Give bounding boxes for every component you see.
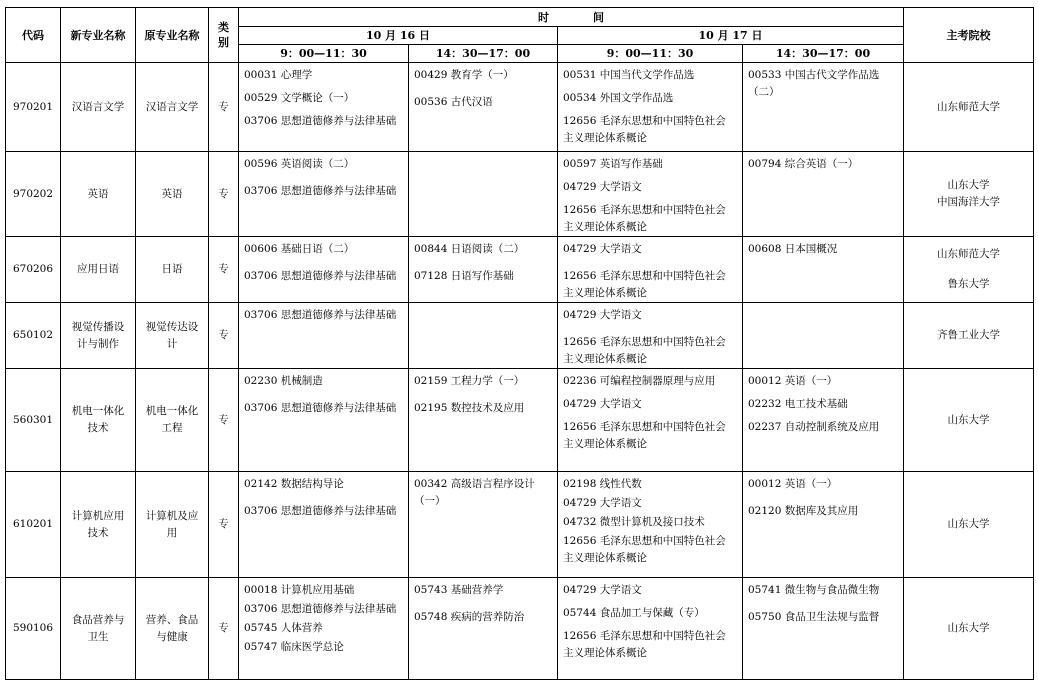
row-code: 670206	[6, 237, 61, 303]
course-entry: 12656 毛泽东思想和中国特色社会主义理论体系概论	[563, 270, 726, 299]
course-entry: 04729 大学语文	[563, 243, 642, 255]
header-new-major: 新专业名称	[61, 8, 136, 63]
row-old-major: 英语	[136, 152, 209, 237]
course-entry: 05747 临床医学总论	[244, 641, 344, 653]
row-new-major: 机电一体化技术	[61, 369, 136, 472]
row-category: 专	[209, 578, 239, 680]
row-old-major: 计算机及应用	[136, 472, 209, 578]
header-slot-oct17-pm: 14：30—17：00	[743, 45, 904, 63]
course-entry: 05748 疾病的营养防治	[414, 611, 525, 623]
course-entry: 00012 英语（一）	[748, 478, 838, 490]
school-name: 山东师范大学	[937, 100, 1000, 113]
school-name: 中国海洋大学	[937, 196, 1000, 208]
header-slot-oct16-am: 9：00—11：30	[239, 45, 409, 63]
row-old-major: 日语	[136, 237, 209, 303]
header-date-oct17: 10 月 17 日	[558, 27, 904, 45]
course-cell-d16-pm	[409, 237, 558, 303]
school-name: 山东大学	[947, 179, 990, 191]
course-entry: 07128 日语写作基础	[414, 270, 514, 282]
course-entry: 03706 思想道德修养与法律基础	[244, 505, 397, 517]
course-entry: 02120 数据库及其应用	[748, 505, 859, 517]
row-code: 590106	[6, 578, 61, 680]
schedule-body	[6, 63, 1034, 680]
course-entry: 00596 英语阅读（二）	[244, 158, 355, 170]
course-cell-d16-am	[239, 152, 409, 237]
course-entry: 12656 毛泽东思想和中国特色社会主义理论体系概论	[563, 336, 726, 365]
row-old-major: 汉语言文学	[136, 63, 209, 152]
course-entry: 02232 电工技术基础	[748, 398, 848, 410]
course-cell-d16-pm	[409, 152, 558, 237]
course-cell-d17-pm	[743, 63, 904, 152]
course-cell-d17-pm	[743, 303, 904, 369]
course-entry: 03706 思想道德修养与法律基础	[244, 402, 397, 414]
course-entry: 02195 数控技术及应用	[414, 402, 525, 414]
course-cell-d17-pm	[743, 472, 904, 578]
course-entry: 04729 大学语文	[563, 497, 642, 509]
school-name: 鲁东大学	[947, 278, 990, 290]
course-entry: 02198 线性代数	[563, 478, 642, 490]
course-entry: 03706 思想道德修养与法律基础	[244, 603, 397, 615]
course-entry: 04729 大学语文	[563, 181, 642, 193]
table-row	[6, 578, 1034, 680]
course-cell-d17-am	[558, 369, 743, 472]
course-cell-d16-am	[239, 237, 409, 303]
course-entry: 03706 思想道德修养与法律基础	[244, 270, 397, 282]
table-row	[6, 303, 1034, 369]
header-school: 主考院校	[904, 8, 1034, 63]
course-cell-d17-am	[558, 237, 743, 303]
course-cell-d17-pm	[743, 237, 904, 303]
school-name: 山东师范大学	[937, 248, 1000, 260]
course-entry: 05741 微生物与食品微生物	[748, 584, 880, 596]
exam-schedule-table	[5, 7, 1034, 680]
course-entry: 12656 毛泽东思想和中国特色社会主义理论体系概论	[563, 630, 726, 659]
course-entry: 04729 大学语文	[563, 309, 642, 321]
row-code: 560301	[6, 369, 61, 472]
course-cell-d17-am	[558, 472, 743, 578]
row-school	[904, 63, 1034, 152]
row-code: 650102	[6, 303, 61, 369]
course-entry: 04732 微型计算机及接口技术	[563, 516, 705, 528]
course-entry: 00031 心理学	[244, 69, 313, 81]
header-time: 时 间	[239, 8, 904, 27]
row-category: 专	[209, 303, 239, 369]
row-new-major: 计算机应用技术	[61, 472, 136, 578]
row-school	[904, 472, 1034, 578]
table-row	[6, 472, 1034, 578]
header-code: 代码	[6, 8, 61, 63]
course-entry: 12656 毛泽东思想和中国特色社会主义理论体系概论	[563, 204, 726, 233]
course-entry: 00536 古代汉语	[414, 96, 493, 108]
row-category: 专	[209, 237, 239, 303]
course-cell-d16-pm	[409, 472, 558, 578]
course-entry: 00342 高级语言程序设计（一）	[414, 478, 535, 507]
school-name: 山东大学	[947, 518, 990, 530]
course-entry: 00012 英语（一）	[748, 375, 838, 387]
course-cell-d16-am	[239, 369, 409, 472]
course-entry: 00844 日语阅读（二）	[414, 243, 525, 255]
course-cell-d17-am	[558, 63, 743, 152]
course-entry: 02237 自动控制系统及应用	[748, 421, 880, 433]
course-cell-d17-pm	[743, 152, 904, 237]
course-cell-d17-am	[558, 578, 743, 680]
course-entry: 00529 文学概论（一）	[244, 92, 355, 104]
course-entry: 02159 工程力学（一）	[414, 375, 525, 387]
course-entry: 00018 计算机应用基础	[244, 584, 355, 596]
course-entry: 12656 毛泽东思想和中国特色社会主义理论体系概论	[563, 535, 726, 564]
row-new-major: 应用日语	[61, 237, 136, 303]
row-code: 970201	[6, 63, 61, 152]
header-date-oct16: 10 月 16 日	[239, 27, 558, 45]
table-row	[6, 369, 1034, 472]
table-row	[6, 63, 1034, 152]
course-entry: 12656 毛泽东思想和中国特色社会主义理论体系概论	[563, 421, 726, 450]
course-cell-d17-pm	[743, 578, 904, 680]
school-name: 山东大学	[947, 413, 990, 426]
course-entry: 03706 思想道德修养与法律基础	[244, 185, 397, 197]
course-cell-d16-pm	[409, 578, 558, 680]
row-school	[904, 152, 1034, 237]
header-category: 类 别	[209, 8, 239, 63]
course-entry: 00534 外国文学作品选	[563, 92, 674, 104]
course-entry: 05743 基础营养学	[414, 584, 504, 596]
course-entry: 00533 中国古代文学作品选（二）	[748, 69, 880, 98]
course-entry: 00531 中国当代文学作品选	[563, 69, 695, 81]
table-row	[6, 152, 1034, 237]
course-entry: 02236 可编程控制器原理与应用	[563, 375, 716, 387]
row-code: 610201	[6, 472, 61, 578]
course-entry: 12656 毛泽东思想和中国特色社会主义理论体系概论	[563, 115, 726, 144]
course-entry: 02230 机械制造	[244, 375, 323, 387]
course-cell-d16-am	[239, 578, 409, 680]
course-entry: 05750 食品卫生法规与监督	[748, 611, 880, 623]
course-cell-d16-am	[239, 303, 409, 369]
course-entry: 00597 英语写作基础	[563, 158, 663, 170]
course-cell-d16-pm	[409, 303, 558, 369]
row-new-major: 英语	[61, 152, 136, 237]
row-new-major: 视觉传播设计与制作	[61, 303, 136, 369]
school-name: 齐鲁工业大学	[937, 329, 1000, 341]
row-category: 专	[209, 369, 239, 472]
header-slot-oct17-am: 9：00—11：30	[558, 45, 743, 63]
row-school	[904, 237, 1034, 303]
course-entry: 02142 数据结构导论	[244, 478, 344, 490]
school-name: 山东大学	[947, 622, 990, 634]
course-entry: 00794 综合英语（一）	[748, 158, 859, 170]
row-code: 970202	[6, 152, 61, 237]
header-slot-oct16-pm: 14：30—17：00	[409, 45, 558, 63]
row-school	[904, 303, 1034, 369]
course-cell-d16-pm	[409, 63, 558, 152]
row-category: 专	[209, 63, 239, 152]
course-cell-d16-am	[239, 472, 409, 578]
course-entry: 05745 人体营养	[244, 622, 323, 634]
row-old-major: 视觉传达设计	[136, 303, 209, 369]
course-entry: 04729 大学语文	[563, 584, 642, 596]
row-school	[904, 369, 1034, 472]
course-entry: 03706 思想道德修养与法律基础	[244, 309, 397, 321]
course-cell-d17-am	[558, 303, 743, 369]
course-cell-d17-am	[558, 152, 743, 237]
course-cell-d16-am	[239, 63, 409, 152]
table-row	[6, 237, 1034, 303]
row-old-major: 机电一体化工程	[136, 369, 209, 472]
course-entry: 00608 日本国概况	[748, 243, 838, 255]
course-entry: 04729 大学语文	[563, 398, 642, 410]
row-category: 专	[209, 152, 239, 237]
row-category: 专	[209, 472, 239, 578]
course-entry: 05744 食品加工与保藏（专）	[563, 607, 705, 619]
row-new-major: 汉语言文学	[61, 63, 136, 152]
row-school	[904, 578, 1034, 680]
course-cell-d16-pm	[409, 369, 558, 472]
header-old-major: 原专业名称	[136, 8, 209, 63]
course-entry: 03706 思想道德修养与法律基础	[244, 115, 397, 127]
row-old-major: 营养、食品与健康	[136, 578, 209, 680]
row-new-major: 食品营养与卫生	[61, 578, 136, 680]
course-cell-d17-pm	[743, 369, 904, 472]
course-entry: 00606 基础日语（二）	[244, 243, 355, 255]
course-entry: 00429 教育学（一）	[414, 69, 514, 81]
